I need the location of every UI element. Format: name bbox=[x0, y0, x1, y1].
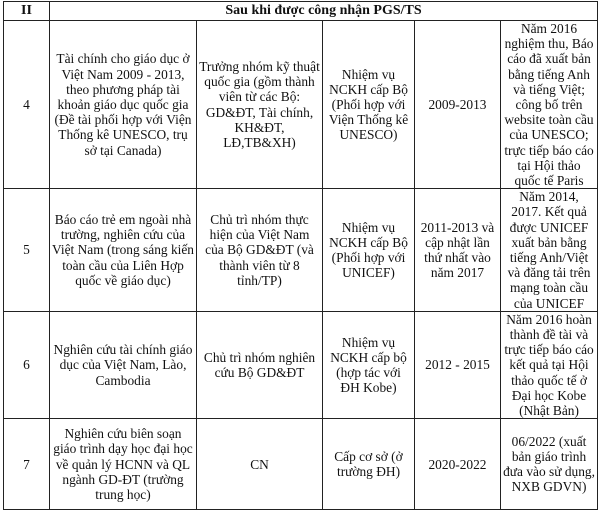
table-row bbox=[4, 419, 598, 510]
role: Chủ trì nhóm nghiên cứu Bộ GD&ĐT bbox=[197, 311, 323, 418]
period: 2020-2022 bbox=[415, 419, 501, 510]
role: Chủ trì nhóm thực hiện của Việt Nam của Bộ GD&ĐT (và thành viên từ 8 tỉnh/TP) bbox=[197, 189, 323, 312]
result: Năm 2014, 2017. Kết quả được UNICEF xuất bản bằng tiếng Anh/Việt và đăng tải trên mạng toàn cầu của UNICEF bbox=[501, 189, 598, 312]
project-level: Nhiệm vụ NCKH cấp Bộ (Phối hợp với Viện Thống kê UNESCO) bbox=[323, 21, 415, 189]
period: 2011-2013 và cập nhật lần thứ nhất vào năm 2017 bbox=[415, 189, 501, 312]
period: 2009-2013 bbox=[415, 21, 501, 189]
project-name: Báo cáo trẻ em ngoài nhà trường, nghiên cứu của Việt Nam (trong sáng kiến toàn cầu của Liên Hợp quốc về giáo dục) bbox=[50, 189, 197, 312]
row-index: 6 bbox=[4, 311, 50, 418]
section-title: Sau khi được công nhận PGS/TS bbox=[50, 2, 598, 21]
role: Trưởng nhóm kỹ thuật quốc gia (gồm thành viên từ các Bộ: GD&ĐT, Tài chính, KH&ĐT, LĐ,TB&XH) bbox=[197, 21, 323, 189]
project-level: Cấp cơ sở (ở trường ĐH) bbox=[323, 419, 415, 510]
table-row bbox=[4, 189, 598, 312]
project-level: Nhiệm vụ NCKH cấp Bộ (Phối hợp với UNICEF) bbox=[323, 189, 415, 312]
table-row bbox=[4, 311, 598, 418]
result: 06/2022 (xuất bản giáo trình đưa vào sử dụng, NXB GDVN) bbox=[501, 419, 598, 510]
research-projects-table bbox=[3, 1, 598, 510]
row-index: 4 bbox=[4, 21, 50, 189]
result: Năm 2016 nghiệm thu, Báo cáo đã xuất bản bằng tiếng Anh và tiếng Việt; công bố trên website toàn cầu của UNESCO; trực tiếp báo cáo tại Hội thảo quốc tế Paris bbox=[501, 21, 598, 189]
project-name: Nghiên cứu biên soạn giáo trình dạy học đại học về quản lý HCNN và QL ngành GD-ĐT (trường trung học) bbox=[50, 419, 197, 510]
project-level: Nhiệm vụ NCKH cấp bộ (hợp tác với ĐH Kobe) bbox=[323, 311, 415, 418]
result: Năm 2016 hoàn thành đề tài và trực tiếp báo cáo kết quả tại Hội thảo quốc tế ở Đại học Kobe (Nhật Bản) bbox=[501, 311, 598, 418]
project-name: Nghiên cứu tài chính giáo dục của Việt Nam, Lào, Cambodia bbox=[50, 311, 197, 418]
row-index: 7 bbox=[4, 419, 50, 510]
section-index: II bbox=[4, 2, 50, 21]
table-row bbox=[4, 21, 598, 189]
period: 2012 - 2015 bbox=[415, 311, 501, 418]
project-name: Tài chính cho giáo dục ở Việt Nam 2009 - 2013, theo phương pháp tài khoản giáo dục quốc gia (Đề tài phối hợp với Viện Thống kê UNESCO, trụ sở tại Canada) bbox=[50, 21, 197, 189]
role: CN bbox=[197, 419, 323, 510]
section-header-row bbox=[4, 2, 598, 21]
row-index: 5 bbox=[4, 189, 50, 312]
